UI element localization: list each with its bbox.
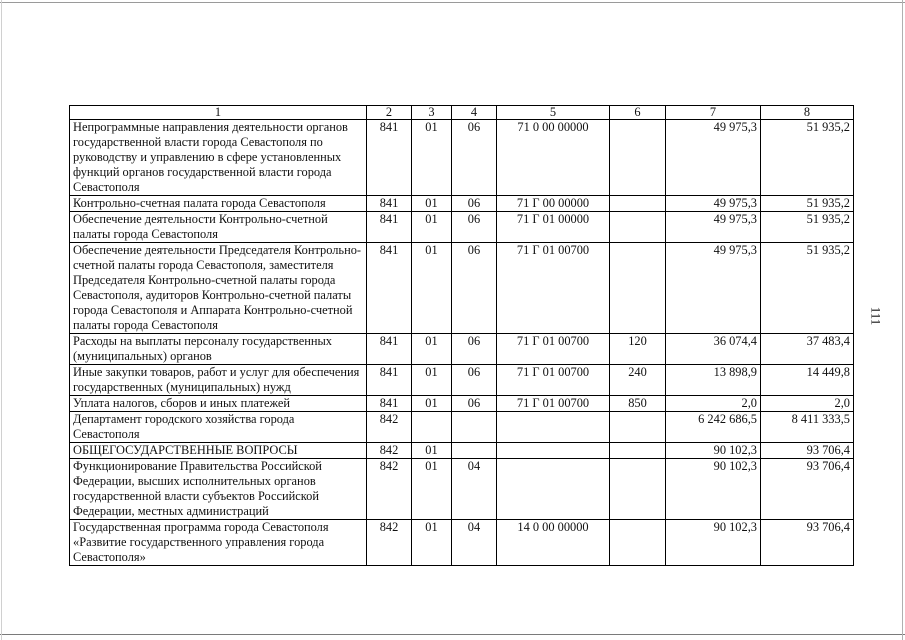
scan-edge-bottom <box>0 634 905 635</box>
table-row <box>70 334 854 365</box>
row-subsection-cell: 06 <box>452 120 497 196</box>
row-amount-year2-cell: 14 449,8 <box>761 365 854 396</box>
table-row <box>70 396 854 412</box>
row-amount-year2-cell: 51 935,2 <box>761 196 854 212</box>
scan-edge-right <box>902 0 903 640</box>
row-amount-year2-cell: 8 411 333,5 <box>761 412 854 443</box>
table-header-row <box>70 106 854 120</box>
row-expense-type-cell: 850 <box>610 396 666 412</box>
row-section-cell: 01 <box>412 243 452 334</box>
table-row <box>70 120 854 196</box>
row-name-cell: Государственная программа города Севастополя «Развитие государственного управления города Севастополя» <box>70 520 367 566</box>
row-subsection-cell: 06 <box>452 396 497 412</box>
row-amount-year2-cell: 93 706,4 <box>761 443 854 459</box>
row-section-cell: 01 <box>412 212 452 243</box>
table-row <box>70 212 854 243</box>
row-amount-year1-cell: 90 102,3 <box>666 443 761 459</box>
row-subsection-cell: 06 <box>452 196 497 212</box>
row-subsection-cell: 06 <box>452 212 497 243</box>
row-amount-year1-cell: 13 898,9 <box>666 365 761 396</box>
row-expense-type-cell: 240 <box>610 365 666 396</box>
row-amount-year1-cell: 49 975,3 <box>666 212 761 243</box>
row-expense-type-cell <box>610 212 666 243</box>
scan-edge-left <box>1 0 2 640</box>
row-amount-year1-cell: 49 975,3 <box>666 120 761 196</box>
row-subsection-cell: 04 <box>452 459 497 520</box>
table-row <box>70 459 854 520</box>
row-admin-code-cell: 841 <box>367 396 412 412</box>
row-expense-type-cell <box>610 120 666 196</box>
budget-table <box>69 105 854 566</box>
row-target-article-cell: 71 Г 01 00000 <box>497 212 610 243</box>
row-subsection-cell: 06 <box>452 243 497 334</box>
row-name-cell: Иные закупки товаров, работ и услуг для обеспечения государственных (муниципальных) нужд <box>70 365 367 396</box>
header-cell: 4 <box>452 106 497 120</box>
header-cell: 6 <box>610 106 666 120</box>
row-target-article-cell: 71 Г 01 00700 <box>497 334 610 365</box>
table-row <box>70 365 854 396</box>
row-amount-year1-cell: 49 975,3 <box>666 243 761 334</box>
table-row <box>70 443 854 459</box>
scan-edge-top <box>0 2 905 3</box>
row-amount-year2-cell: 2,0 <box>761 396 854 412</box>
row-admin-code-cell: 842 <box>367 412 412 443</box>
row-amount-year1-cell: 6 242 686,5 <box>666 412 761 443</box>
row-expense-type-cell <box>610 459 666 520</box>
row-section-cell: 01 <box>412 365 452 396</box>
row-admin-code-cell: 841 <box>367 212 412 243</box>
table-row <box>70 520 854 566</box>
row-name-cell: Обеспечение деятельности Контрольно-счетной палаты города Севастополя <box>70 212 367 243</box>
table-row <box>70 196 854 212</box>
row-target-article-cell: 71 Г 01 00700 <box>497 396 610 412</box>
row-admin-code-cell: 842 <box>367 520 412 566</box>
row-amount-year1-cell: 90 102,3 <box>666 520 761 566</box>
row-expense-type-cell <box>610 196 666 212</box>
row-subsection-cell: 04 <box>452 520 497 566</box>
row-target-article-cell <box>497 412 610 443</box>
row-section-cell: 01 <box>412 459 452 520</box>
row-section-cell: 01 <box>412 120 452 196</box>
row-subsection-cell <box>452 443 497 459</box>
row-expense-type-cell <box>610 520 666 566</box>
row-target-article-cell: 71 Г 01 00700 <box>497 365 610 396</box>
row-admin-code-cell: 841 <box>367 120 412 196</box>
row-amount-year1-cell: 36 074,4 <box>666 334 761 365</box>
table-row <box>70 412 854 443</box>
row-amount-year2-cell: 51 935,2 <box>761 212 854 243</box>
row-amount-year2-cell: 51 935,2 <box>761 243 854 334</box>
row-subsection-cell <box>452 412 497 443</box>
row-amount-year1-cell: 2,0 <box>666 396 761 412</box>
row-expense-type-cell: 120 <box>610 334 666 365</box>
row-amount-year1-cell: 49 975,3 <box>666 196 761 212</box>
row-section-cell: 01 <box>412 196 452 212</box>
row-target-article-cell: 14 0 00 00000 <box>497 520 610 566</box>
row-target-article-cell: 71 Г 00 00000 <box>497 196 610 212</box>
row-name-cell: Функционирование Правительства Российской Федерации, высших исполнительных органов государственной власти субъектов Российской Федерации, местных администраций <box>70 459 367 520</box>
row-admin-code-cell: 842 <box>367 443 412 459</box>
row-admin-code-cell: 841 <box>367 196 412 212</box>
row-name-cell: Обеспечение деятельности Председателя Контрольно-счетной палаты города Севастополя, заместителя Председателя Контрольно-счетной палаты города Севастополя, аудиторов Контрольно-счетной палаты города Севастополя и Аппарата Контрольно-счетной палаты города Севастополя <box>70 243 367 334</box>
row-target-article-cell <box>497 459 610 520</box>
row-amount-year2-cell: 51 935,2 <box>761 120 854 196</box>
row-admin-code-cell: 841 <box>367 334 412 365</box>
header-cell: 2 <box>367 106 412 120</box>
row-subsection-cell: 06 <box>452 365 497 396</box>
row-name-cell: Расходы на выплаты персоналу государственных (муниципальных) органов <box>70 334 367 365</box>
row-expense-type-cell <box>610 243 666 334</box>
row-name-cell: Непрограммные направления деятельности органов государственной власти города Севастополя по руководству и управлению в сфере установленных функций органов государственной власти города Севастополя <box>70 120 367 196</box>
row-amount-year2-cell: 93 706,4 <box>761 459 854 520</box>
row-expense-type-cell <box>610 412 666 443</box>
row-section-cell <box>412 412 452 443</box>
row-section-cell: 01 <box>412 396 452 412</box>
header-cell: 5 <box>497 106 610 120</box>
row-name-cell: Уплата налогов, сборов и иных платежей <box>70 396 367 412</box>
row-admin-code-cell: 841 <box>367 365 412 396</box>
header-cell: 8 <box>761 106 854 120</box>
row-name-cell: ОБЩЕГОСУДАРСТВЕННЫЕ ВОПРОСЫ <box>70 443 367 459</box>
header-cell: 7 <box>666 106 761 120</box>
row-expense-type-cell <box>610 443 666 459</box>
row-section-cell: 01 <box>412 443 452 459</box>
row-amount-year2-cell: 93 706,4 <box>761 520 854 566</box>
header-cell: 1 <box>70 106 367 120</box>
row-target-article-cell <box>497 443 610 459</box>
row-section-cell: 01 <box>412 520 452 566</box>
row-admin-code-cell: 842 <box>367 459 412 520</box>
row-amount-year1-cell: 90 102,3 <box>666 459 761 520</box>
table-row <box>70 243 854 334</box>
row-name-cell: Департамент городского хозяйства города Севастополя <box>70 412 367 443</box>
row-target-article-cell: 71 0 00 00000 <box>497 120 610 196</box>
row-target-article-cell: 71 Г 01 00700 <box>497 243 610 334</box>
row-section-cell: 01 <box>412 334 452 365</box>
row-amount-year2-cell: 37 483,4 <box>761 334 854 365</box>
header-cell: 3 <box>412 106 452 120</box>
row-name-cell: Контрольно-счетная палата города Севастополя <box>70 196 367 212</box>
row-admin-code-cell: 841 <box>367 243 412 334</box>
row-subsection-cell: 06 <box>452 334 497 365</box>
page-number: 111 <box>868 306 884 326</box>
